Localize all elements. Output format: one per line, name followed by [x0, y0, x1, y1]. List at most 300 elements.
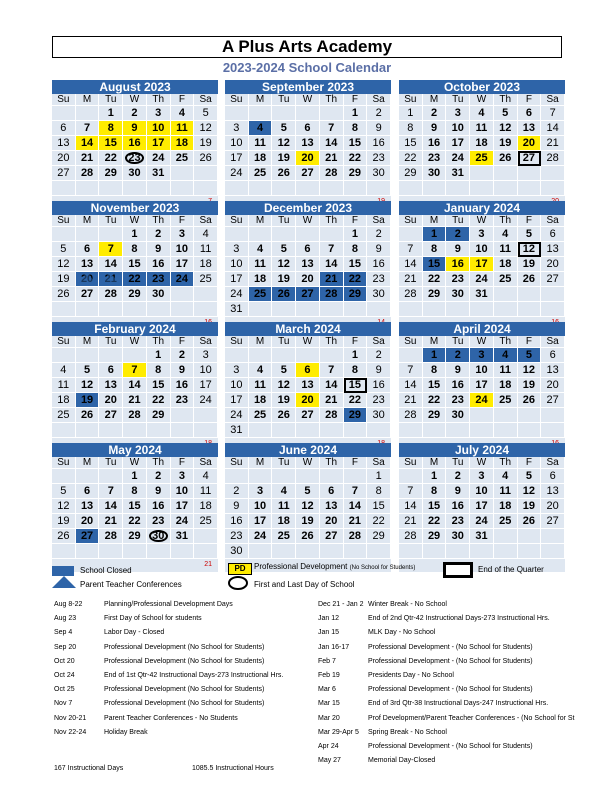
day-cell: 5 [272, 363, 296, 378]
event-description: Professional Development - (No School for Students) [368, 657, 533, 665]
day-cell: 25 [171, 151, 195, 166]
day-cell: 28 [320, 408, 344, 423]
day-cell: 15 [423, 499, 447, 514]
empty-cell [367, 302, 391, 317]
empty-cell [76, 106, 100, 121]
day-cell: 13 [541, 363, 565, 378]
weekday-header: Sa [194, 457, 218, 469]
day-cell: 8 [344, 363, 368, 378]
day-cell: 2 [147, 227, 171, 242]
event-description: Parent Teacher Conferences - No Students [104, 714, 238, 722]
events-right [318, 598, 574, 768]
day-cell: 27 [518, 151, 542, 166]
day-cell: 8 [147, 363, 171, 378]
day-cell: 2 [171, 348, 195, 363]
weekday-header: M [76, 215, 100, 227]
day-cell: 16 [367, 136, 391, 151]
empty-cell [76, 544, 100, 559]
event-date: Jan 16-17 [318, 643, 350, 651]
empty-cell [249, 423, 273, 438]
event-description: Professional Development - (No School for Students) [368, 686, 533, 694]
empty-cell [518, 166, 542, 181]
event-description: Memorial Day-Closed [368, 757, 436, 765]
day-cell: 17 [249, 514, 273, 529]
weekday-header: Th [147, 215, 171, 227]
day-cell: 19 [272, 151, 296, 166]
event-date: Jan 15 [318, 629, 340, 637]
empty-cell [225, 227, 249, 242]
day-cell: 11 [272, 499, 296, 514]
empty-cell [518, 529, 542, 544]
day-cell: 23 [367, 393, 391, 408]
empty-cell [296, 302, 320, 317]
day-cell: 26 [272, 166, 296, 181]
day-cell: 26 [518, 393, 542, 408]
empty-cell [171, 181, 195, 196]
event-date: Aug 23 [54, 615, 77, 623]
day-cell: 19 [194, 136, 218, 151]
weekday-header: W [123, 94, 147, 106]
day-cell: 31 [470, 287, 494, 302]
weekday-header: Tu [99, 94, 123, 106]
day-cell: 30 [446, 408, 470, 423]
day-cell: 16 [367, 257, 391, 272]
day-cell: 3 [194, 348, 218, 363]
day-cell: 14 [320, 257, 344, 272]
day-cell: 28 [344, 529, 368, 544]
day-cell: 20 [320, 514, 344, 529]
empty-cell [541, 302, 565, 317]
day-cell: 29 [99, 166, 123, 181]
empty-cell [494, 181, 518, 196]
empty-cell [541, 408, 565, 423]
empty-cell [399, 181, 423, 196]
empty-cell [147, 423, 171, 438]
day-cell: 5 [272, 121, 296, 136]
day-cell: 19 [52, 514, 76, 529]
day-cell: 5 [272, 242, 296, 257]
empty-cell [470, 302, 494, 317]
day-cell: 2 [225, 484, 249, 499]
month-header: January 2024 [399, 201, 565, 215]
empty-cell [249, 469, 273, 484]
day-cell: 4 [249, 242, 273, 257]
month-header: April 2024 [399, 322, 565, 336]
month-block [225, 201, 391, 330]
empty-cell [494, 302, 518, 317]
day-cell: 14 [99, 257, 123, 272]
day-cell: 17 [470, 257, 494, 272]
day-cell: 10 [171, 242, 195, 257]
day-cell: 2 [423, 106, 447, 121]
weekday-header: M [76, 94, 100, 106]
weekday-header: Tu [272, 457, 296, 469]
weekday-header: Sa [541, 457, 565, 469]
weekday-header: Sa [367, 457, 391, 469]
day-cell: 23 [446, 272, 470, 287]
empty-cell [541, 544, 565, 559]
weekday-header: Tu [272, 215, 296, 227]
day-cell: 31 [147, 166, 171, 181]
day-cell: 18 [470, 136, 494, 151]
legend-closed: School Closed [80, 566, 132, 575]
day-cell: 12 [518, 363, 542, 378]
empty-cell [194, 181, 218, 196]
empty-cell [272, 181, 296, 196]
day-cell: 21 [541, 136, 565, 151]
weekday-header: W [296, 215, 320, 227]
empty-cell [52, 227, 76, 242]
empty-cell [320, 106, 344, 121]
day-cell: 27 [541, 393, 565, 408]
day-cell: 10 [225, 378, 249, 393]
day-cell: 9 [367, 242, 391, 257]
day-cell: 8 [123, 484, 147, 499]
day-cell: 5 [494, 106, 518, 121]
day-cell: 2 [367, 106, 391, 121]
event-row [318, 754, 574, 768]
empty-cell [320, 544, 344, 559]
empty-cell [76, 227, 100, 242]
day-cell: 7 [320, 242, 344, 257]
day-cell: 28 [399, 287, 423, 302]
month-block [399, 322, 565, 451]
weekday-header: W [123, 457, 147, 469]
day-cell: 12 [52, 499, 76, 514]
day-cell: 19 [518, 499, 542, 514]
weekday-header: Th [320, 336, 344, 348]
empty-cell [296, 423, 320, 438]
day-cell: 30 [123, 166, 147, 181]
day-cell: 6 [541, 227, 565, 242]
empty-cell [76, 469, 100, 484]
empty-cell [52, 302, 76, 317]
empty-cell [494, 166, 518, 181]
weekday-header: Sa [367, 336, 391, 348]
day-cell: 10 [171, 484, 195, 499]
month-block [52, 201, 218, 330]
day-cell: 15 [123, 257, 147, 272]
day-cell: 23 [171, 393, 195, 408]
day-cell: 24 [147, 151, 171, 166]
event-description: Professional Development - (No School for Students) [368, 643, 533, 651]
day-cell: 13 [541, 484, 565, 499]
day-cell: 23 [423, 151, 447, 166]
day-cell: 27 [76, 287, 100, 302]
event-row [54, 712, 283, 726]
day-cell: 9 [423, 121, 447, 136]
day-cell: 6 [320, 484, 344, 499]
day-cell: 22 [123, 514, 147, 529]
legend-quarter: End of the Quarter [478, 565, 544, 574]
day-cell: 26 [518, 514, 542, 529]
day-cell: 22 [423, 272, 447, 287]
empty-cell [76, 302, 100, 317]
event-row [318, 626, 574, 640]
empty-cell [320, 227, 344, 242]
weekday-header: Su [399, 94, 423, 106]
day-cell: 9 [446, 363, 470, 378]
event-row [318, 655, 574, 669]
day-cell: 26 [272, 287, 296, 302]
weekday-header: F [518, 457, 542, 469]
month-header: November 2023 [52, 201, 218, 215]
day-cell: 21 [399, 514, 423, 529]
day-cell: 15 [367, 499, 391, 514]
weekday-header: F [518, 94, 542, 106]
day-cell: 14 [123, 378, 147, 393]
day-cell: 23 [147, 272, 171, 287]
day-cell: 5 [518, 227, 542, 242]
event-date: Aug 8-22 [54, 601, 83, 608]
empty-cell [423, 544, 447, 559]
empty-cell [399, 348, 423, 363]
empty-cell [494, 408, 518, 423]
weekday-header: W [296, 336, 320, 348]
day-cell: 12 [296, 499, 320, 514]
empty-cell [541, 287, 565, 302]
day-cell: 7 [344, 484, 368, 499]
day-cell: 13 [296, 257, 320, 272]
day-cell: 14 [399, 378, 423, 393]
day-cell: 10 [470, 242, 494, 257]
day-cell: 13 [76, 499, 100, 514]
day-cell: 18 [494, 378, 518, 393]
day-cell: 7 [541, 106, 565, 121]
day-cell: 30 [367, 287, 391, 302]
day-cell: 11 [470, 121, 494, 136]
empty-cell [171, 287, 195, 302]
event-description: End of 3rd Qtr-38 Instructional Days-247 Instructional Hrs. [368, 700, 549, 708]
day-cell: 14 [76, 136, 100, 151]
empty-cell [470, 544, 494, 559]
day-cell: 23 [367, 151, 391, 166]
weekday-header: W [470, 94, 494, 106]
day-cell: 28 [99, 287, 123, 302]
day-cell: 24 [470, 393, 494, 408]
empty-cell [541, 181, 565, 196]
weekday-header: M [423, 94, 447, 106]
weekday-header: Su [52, 457, 76, 469]
empty-cell [123, 423, 147, 438]
day-cell: 16 [367, 378, 391, 393]
day-cell: 12 [194, 121, 218, 136]
day-cell: 29 [367, 529, 391, 544]
month-block [52, 80, 218, 209]
day-cell: 7 [399, 242, 423, 257]
event-date: Mar 20 [318, 714, 340, 722]
empty-cell [446, 181, 470, 196]
empty-cell [470, 181, 494, 196]
event-description: Winter Break - No School [368, 601, 447, 608]
day-cell: 10 [194, 363, 218, 378]
event-description: Presidents Day - No School [368, 672, 454, 680]
empty-cell [423, 181, 447, 196]
weekday-header: Sa [194, 215, 218, 227]
day-cell: 2 [367, 348, 391, 363]
weekday-header: Th [147, 457, 171, 469]
event-date: Sep 4 [54, 629, 73, 637]
day-cell: 2 [446, 348, 470, 363]
empty-cell [171, 423, 195, 438]
day-cell: 6 [52, 121, 76, 136]
day-cell: 11 [249, 136, 273, 151]
empty-cell [249, 181, 273, 196]
day-cell: 23 [225, 529, 249, 544]
day-cell: 27 [296, 166, 320, 181]
day-cell: 12 [76, 378, 100, 393]
day-cell: 24 [249, 529, 273, 544]
day-cell: 10 [147, 121, 171, 136]
day-cell: 5 [518, 348, 542, 363]
event-description: End of 1st Qtr-42 Instructional Days-273 Instructional Hrs. [104, 672, 284, 680]
empty-cell [52, 181, 76, 196]
day-cell: 24 [470, 272, 494, 287]
day-cell: 27 [541, 272, 565, 287]
weekday-header: Su [225, 457, 249, 469]
day-cell: 29 [423, 287, 447, 302]
empty-cell [296, 227, 320, 242]
day-cell: 5 [194, 106, 218, 121]
weekday-header: F [171, 215, 195, 227]
day-cell: 7 [123, 363, 147, 378]
empty-cell [76, 181, 100, 196]
legend-first-last: First and Last Day of School [254, 580, 355, 589]
weekday-header: Tu [99, 215, 123, 227]
month-header: March 2024 [225, 322, 391, 336]
month-block [225, 443, 391, 572]
day-cell: 6 [296, 121, 320, 136]
weekday-header: M [76, 336, 100, 348]
empty-cell [123, 348, 147, 363]
day-cell: 9 [123, 121, 147, 136]
empty-cell [249, 544, 273, 559]
day-cell: 20 [76, 272, 100, 287]
event-date: Nov 7 [54, 700, 73, 708]
empty-cell [171, 408, 195, 423]
day-cell: 25 [249, 287, 273, 302]
day-cell: 1 [344, 348, 368, 363]
day-cell: 21 [320, 393, 344, 408]
empty-cell [52, 544, 76, 559]
weekday-header: Su [399, 215, 423, 227]
day-cell: 28 [399, 529, 423, 544]
empty-cell [225, 106, 249, 121]
empty-cell [494, 529, 518, 544]
day-cell: 22 [344, 151, 368, 166]
day-cell: 4 [494, 348, 518, 363]
day-cell: 17 [470, 378, 494, 393]
calendar-subtitle: 2023-2024 School Calendar [222, 60, 392, 75]
total-hours: 1085.5 Instructional Hours [192, 765, 274, 772]
weekday-header: M [423, 457, 447, 469]
weekday-header: Sa [194, 94, 218, 106]
empty-cell [52, 469, 76, 484]
weekday-header: Su [225, 336, 249, 348]
empty-cell [147, 181, 171, 196]
day-cell: 31 [470, 529, 494, 544]
day-cell: 16 [446, 499, 470, 514]
empty-cell [194, 544, 218, 559]
event-date: Feb 19 [318, 672, 340, 680]
weekday-header: M [249, 457, 273, 469]
day-cell: 3 [225, 242, 249, 257]
empty-cell [399, 469, 423, 484]
empty-cell [296, 348, 320, 363]
event-date: Mar 29-Apr 5 [318, 728, 359, 736]
day-cell: 12 [52, 257, 76, 272]
day-cell: 24 [470, 514, 494, 529]
day-cell: 19 [272, 393, 296, 408]
empty-cell [518, 302, 542, 317]
day-cell: 16 [147, 499, 171, 514]
day-cell: 1 [423, 348, 447, 363]
empty-cell [194, 287, 218, 302]
day-cell: 11 [52, 378, 76, 393]
day-cell: 22 [423, 393, 447, 408]
quarter-swatch [443, 562, 473, 578]
day-cell: 8 [399, 121, 423, 136]
weekday-header: Th [494, 336, 518, 348]
day-cell: 6 [296, 363, 320, 378]
legend-pd [254, 562, 415, 571]
empty-cell [272, 423, 296, 438]
weekday-header: Th [494, 457, 518, 469]
empty-cell [344, 469, 368, 484]
day-cell: 20 [52, 151, 76, 166]
day-cell: 20 [296, 272, 320, 287]
empty-cell [249, 227, 273, 242]
day-cell: 19 [494, 136, 518, 151]
day-cell: 15 [423, 257, 447, 272]
weekday-header: F [518, 336, 542, 348]
empty-cell [494, 287, 518, 302]
day-cell: 2 [367, 227, 391, 242]
day-cell: 21 [399, 393, 423, 408]
day-cell: 21 [76, 151, 100, 166]
day-cell: 25 [249, 166, 273, 181]
empty-cell [494, 423, 518, 438]
event-row [318, 641, 574, 655]
day-cell: 29 [344, 166, 368, 181]
day-cell: 26 [52, 287, 76, 302]
empty-cell [367, 544, 391, 559]
day-cell: 3 [249, 484, 273, 499]
month-block [399, 201, 565, 330]
day-cell: 20 [541, 257, 565, 272]
empty-cell [171, 166, 195, 181]
weekday-header: Tu [446, 457, 470, 469]
day-cell: 5 [76, 363, 100, 378]
empty-cell [296, 106, 320, 121]
day-cell: 23 [123, 151, 147, 166]
event-description: MLK Day - No School [368, 629, 436, 637]
day-cell: 29 [147, 408, 171, 423]
empty-cell [99, 469, 123, 484]
empty-cell [344, 423, 368, 438]
day-cell: 17 [225, 272, 249, 287]
weekday-header: M [249, 215, 273, 227]
day-cell: 14 [320, 136, 344, 151]
day-cell: 5 [52, 242, 76, 257]
day-cell: 11 [494, 484, 518, 499]
day-cell: 31 [446, 166, 470, 181]
weekday-header: Sa [367, 215, 391, 227]
empty-cell [541, 166, 565, 181]
empty-cell [399, 227, 423, 242]
weekday-header: Tu [446, 215, 470, 227]
event-date: Nov 20-21 [54, 714, 87, 722]
